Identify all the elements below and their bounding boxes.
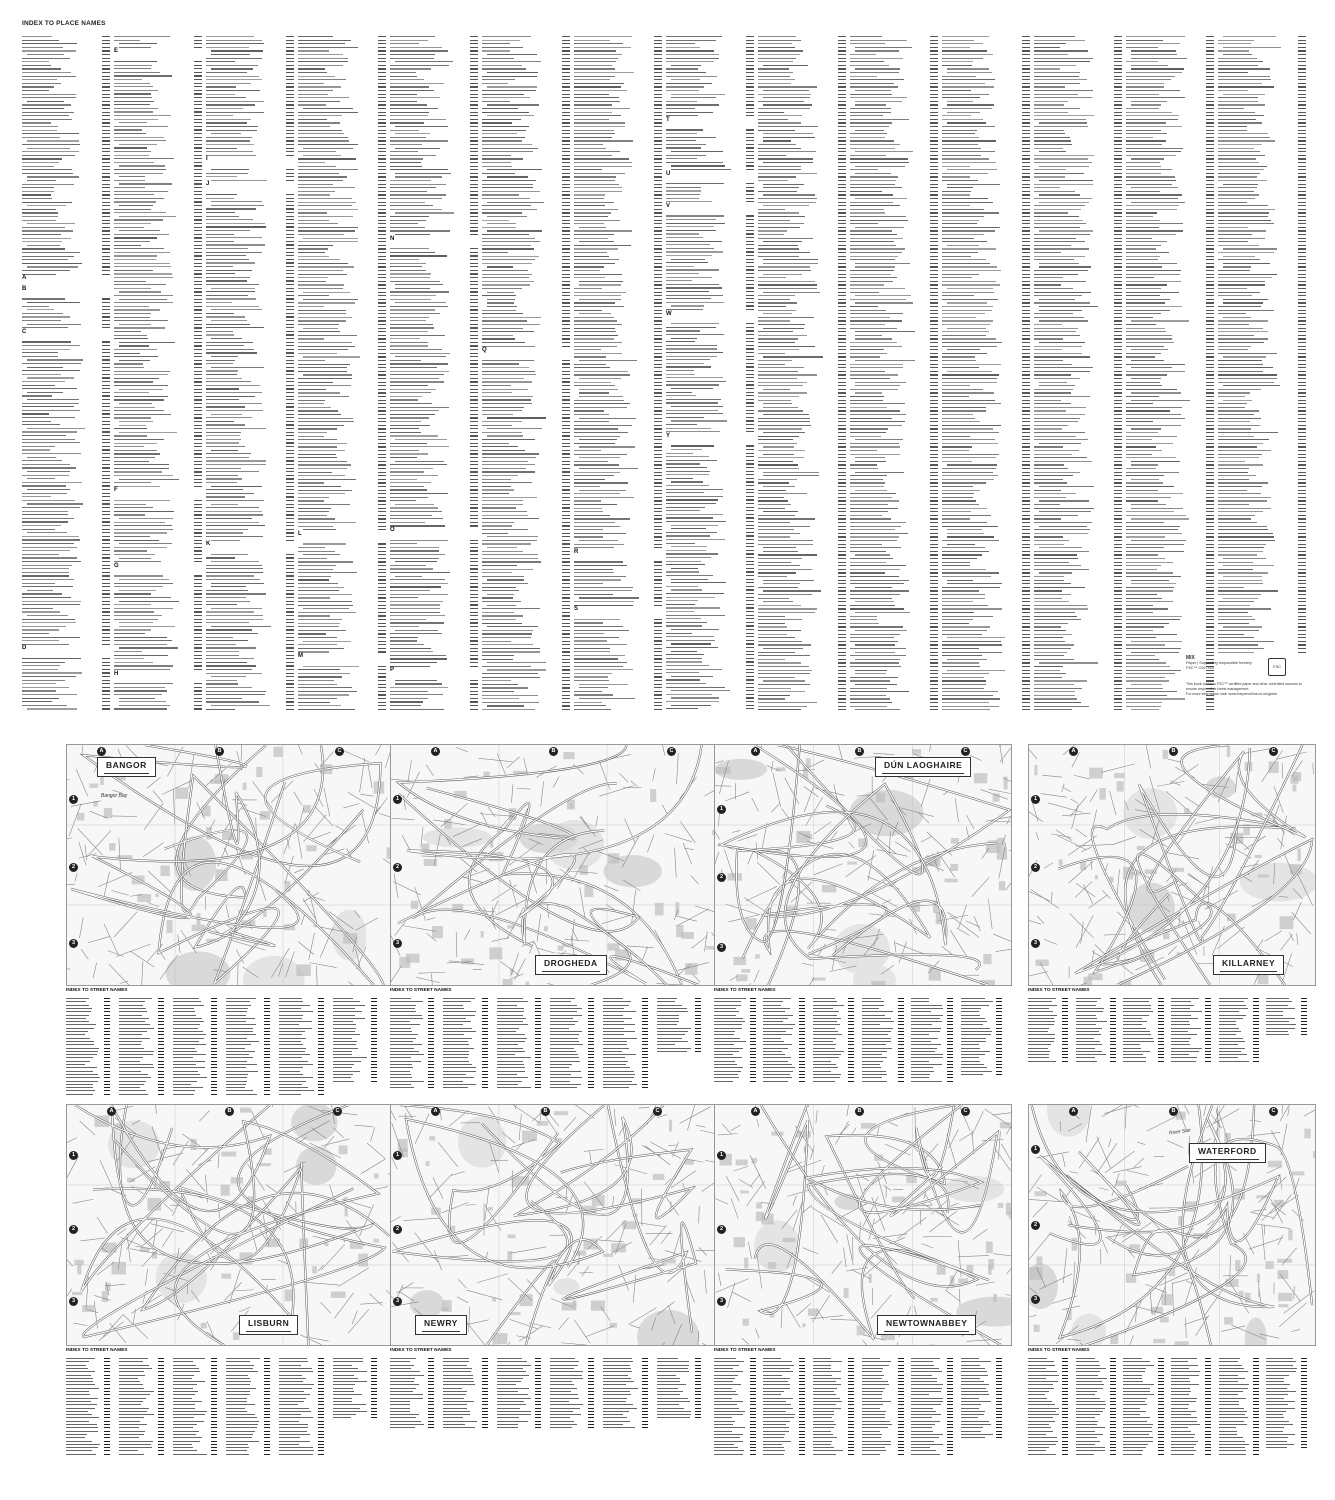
street-index-title: INDEX TO STREET NAMES bbox=[66, 988, 128, 993]
index-column bbox=[114, 34, 206, 714]
place-names-index bbox=[22, 34, 1314, 714]
grid-letter-c: C bbox=[335, 747, 344, 756]
fsc-mix: MIX bbox=[1186, 655, 1195, 661]
map-waterford-streets bbox=[1029, 1105, 1315, 1345]
index-letter-heading: Y bbox=[666, 432, 671, 439]
grid-number-1: 1 bbox=[717, 1151, 726, 1160]
index-letter-heading: E bbox=[114, 48, 119, 55]
street-index-killarney bbox=[1028, 988, 1314, 1096]
street-index-title: INDEX TO STREET NAMES bbox=[714, 988, 776, 993]
index-letter-heading: O bbox=[390, 527, 395, 533]
grid-number-3: 3 bbox=[717, 943, 726, 952]
index-letter-heading: Q bbox=[482, 347, 487, 354]
index-letter-heading: V bbox=[666, 202, 671, 209]
street-index-title: INDEX TO STREET NAMES bbox=[1028, 988, 1090, 993]
grid-number-1: 1 bbox=[393, 795, 402, 804]
map-drogheda[interactable] bbox=[390, 744, 716, 986]
map-waterford[interactable] bbox=[1028, 1104, 1316, 1346]
grid-number-1: 1 bbox=[717, 805, 726, 814]
city-label-killarney bbox=[1213, 955, 1284, 975]
map-newtownabbey-streets bbox=[715, 1105, 1011, 1345]
street-index-newry bbox=[390, 1348, 710, 1456]
street-index-title: INDEX TO STREET NAMES bbox=[390, 1348, 452, 1353]
index-letter-heading: P bbox=[390, 667, 395, 674]
index-column bbox=[666, 34, 758, 714]
map-killarney-streets bbox=[1029, 745, 1315, 985]
index-letter-heading: W bbox=[666, 310, 672, 317]
index-column bbox=[22, 34, 114, 714]
map-lisburn-streets bbox=[67, 1105, 391, 1345]
grid-letter-a: A bbox=[751, 1107, 760, 1116]
grid-letter-c: C bbox=[1269, 747, 1278, 756]
city-name: NEWRY bbox=[424, 1318, 458, 1328]
index-column bbox=[942, 34, 1034, 714]
grid-number-2: 2 bbox=[1031, 863, 1040, 872]
street-index-bangor bbox=[66, 988, 386, 1096]
map-bangor[interactable] bbox=[66, 744, 392, 986]
grid-letter-a: A bbox=[107, 1107, 116, 1116]
grid-number-2: 2 bbox=[393, 863, 402, 872]
grid-letter-b: B bbox=[225, 1107, 234, 1116]
index-column bbox=[758, 34, 850, 714]
map-dun-laoghaire-streets bbox=[715, 745, 1011, 985]
map-newtownabbey[interactable] bbox=[714, 1104, 1012, 1346]
bangor-bay-label: Bangor Bay bbox=[101, 793, 128, 799]
grid-number-2: 2 bbox=[717, 873, 726, 882]
index-title: INDEX TO PLACE NAMES bbox=[22, 20, 106, 27]
city-label-lisburn bbox=[239, 1315, 298, 1335]
fsc-note bbox=[1186, 682, 1306, 697]
index-column bbox=[850, 34, 942, 714]
fsc-paper: Paper | Supporting responsible forestry bbox=[1186, 661, 1252, 665]
river-suir-label: River Suir bbox=[1168, 1127, 1192, 1137]
grid-number-2: 2 bbox=[717, 1225, 726, 1234]
grid-number-2: 2 bbox=[1031, 1221, 1040, 1230]
street-index-title: INDEX TO STREET NAMES bbox=[66, 1348, 128, 1353]
grid-letter-b: B bbox=[549, 747, 558, 756]
index-column bbox=[574, 34, 666, 714]
city-label-drogheda bbox=[535, 955, 607, 975]
street-index-lisburn bbox=[66, 1348, 386, 1456]
grid-letter-b: B bbox=[855, 747, 864, 756]
grid-letter-a: A bbox=[431, 747, 440, 756]
map-newry[interactable] bbox=[390, 1104, 716, 1346]
fsc-notice bbox=[1186, 655, 1302, 696]
city-name: BANGOR bbox=[106, 760, 147, 770]
street-index-title: INDEX TO STREET NAMES bbox=[1028, 1348, 1090, 1353]
map-newry-streets bbox=[391, 1105, 715, 1345]
grid-number-3: 3 bbox=[69, 939, 78, 948]
city-name: NEWTOWNABBEY bbox=[886, 1318, 968, 1328]
grid-letter-b: B bbox=[1169, 747, 1178, 756]
grid-number-2: 2 bbox=[393, 1225, 402, 1234]
grid-letter-c: C bbox=[667, 747, 676, 756]
map-killarney[interactable] bbox=[1028, 744, 1316, 986]
grid-letter-a: A bbox=[751, 747, 760, 756]
street-index-newtownabbey bbox=[714, 1348, 1010, 1456]
map-bangor-streets bbox=[67, 745, 391, 985]
street-index-drogheda bbox=[390, 988, 710, 1096]
index-letter-heading: D bbox=[22, 645, 27, 652]
grid-number-2: 2 bbox=[69, 863, 78, 872]
grid-number-1: 1 bbox=[1031, 795, 1040, 804]
index-letter-heading: S bbox=[574, 606, 579, 613]
index-letter-heading: U bbox=[666, 170, 671, 177]
map-dun-laoghaire[interactable] bbox=[714, 744, 1012, 986]
index-column bbox=[1218, 34, 1310, 714]
grid-number-3: 3 bbox=[393, 939, 402, 948]
index-letter-heading: K bbox=[206, 541, 211, 548]
index-column bbox=[390, 34, 482, 714]
grid-number-3: 3 bbox=[69, 1297, 78, 1306]
index-letter-heading: T bbox=[666, 116, 670, 123]
fsc-logo-icon: FSC bbox=[1268, 658, 1286, 676]
index-letter-heading: N bbox=[390, 235, 395, 242]
grid-letter-b: B bbox=[541, 1107, 550, 1116]
index-column bbox=[1126, 34, 1218, 714]
grid-number-3: 3 bbox=[717, 1297, 726, 1306]
index-letter-heading: J bbox=[206, 181, 210, 188]
city-label-newtownabbey bbox=[877, 1315, 976, 1335]
grid-letter-c: C bbox=[653, 1107, 662, 1116]
city-name: KILLARNEY bbox=[1222, 958, 1276, 968]
grid-number-3: 3 bbox=[393, 1297, 402, 1306]
grid-letter-c: C bbox=[961, 747, 970, 756]
street-index-dun-laoghaire bbox=[714, 988, 1010, 1096]
city-label-newry bbox=[415, 1315, 467, 1335]
index-letter-heading: G bbox=[114, 562, 119, 569]
street-index-waterford bbox=[1028, 1348, 1314, 1456]
grid-letter-b: B bbox=[215, 747, 224, 756]
map-lisburn[interactable] bbox=[66, 1104, 392, 1346]
grid-letter-b: B bbox=[855, 1107, 864, 1116]
grid-number-1: 1 bbox=[69, 795, 78, 804]
grid-letter-a: A bbox=[431, 1107, 440, 1116]
grid-number-3: 3 bbox=[1031, 939, 1040, 948]
index-column bbox=[482, 34, 574, 714]
index-letter-heading: R bbox=[574, 548, 579, 555]
city-name: DÚN LAOGHAIRE bbox=[884, 760, 963, 770]
map-drogheda-streets bbox=[391, 745, 715, 985]
index-letter-heading: I bbox=[206, 156, 208, 163]
index-letter-heading: A bbox=[22, 275, 27, 282]
fsc-code: FSC™ C007454 bbox=[1186, 666, 1214, 670]
street-index-title: INDEX TO STREET NAMES bbox=[390, 988, 452, 993]
index-letter-heading: C bbox=[22, 328, 27, 335]
index-column bbox=[1034, 34, 1126, 714]
city-label-bangor bbox=[97, 757, 156, 777]
street-index-title: INDEX TO STREET NAMES bbox=[714, 1348, 776, 1353]
index-letter-heading: B bbox=[22, 285, 27, 292]
grid-letter-c: C bbox=[1269, 1107, 1278, 1116]
city-label-dun-laoghaire bbox=[875, 757, 971, 777]
grid-number-1: 1 bbox=[69, 1151, 78, 1160]
city-name: WATERFORD bbox=[1198, 1146, 1257, 1156]
grid-letter-c: C bbox=[333, 1107, 342, 1116]
grid-letter-a: A bbox=[97, 747, 106, 756]
index-column bbox=[298, 34, 390, 714]
city-name: DROGHEDA bbox=[544, 958, 598, 968]
fsc-note-text: This book contains FSC™ certified paper and other controlled sources to ensure responsible forest management. bbox=[1186, 682, 1302, 691]
city-name: LISBURN bbox=[248, 1318, 290, 1328]
grid-number-1: 1 bbox=[393, 1151, 402, 1160]
city-label-waterford bbox=[1189, 1143, 1266, 1163]
grid-number-3: 3 bbox=[1031, 1295, 1040, 1304]
grid-letter-a: A bbox=[1069, 747, 1078, 756]
index-letter-heading: F bbox=[114, 487, 118, 494]
index-letter-heading: L bbox=[298, 530, 302, 537]
index-letter-heading: H bbox=[114, 670, 119, 677]
fsc-more-info[interactable]: For more information visit: www.harpercollins.co.uk/green bbox=[1186, 692, 1278, 696]
grid-letter-a: A bbox=[1069, 1107, 1078, 1116]
index-column bbox=[206, 34, 298, 714]
grid-letter-b: B bbox=[1169, 1107, 1178, 1116]
grid-letter-c: C bbox=[961, 1107, 970, 1116]
index-letter-heading: M bbox=[298, 653, 303, 659]
grid-number-2: 2 bbox=[69, 1225, 78, 1234]
grid-number-1: 1 bbox=[1031, 1145, 1040, 1154]
